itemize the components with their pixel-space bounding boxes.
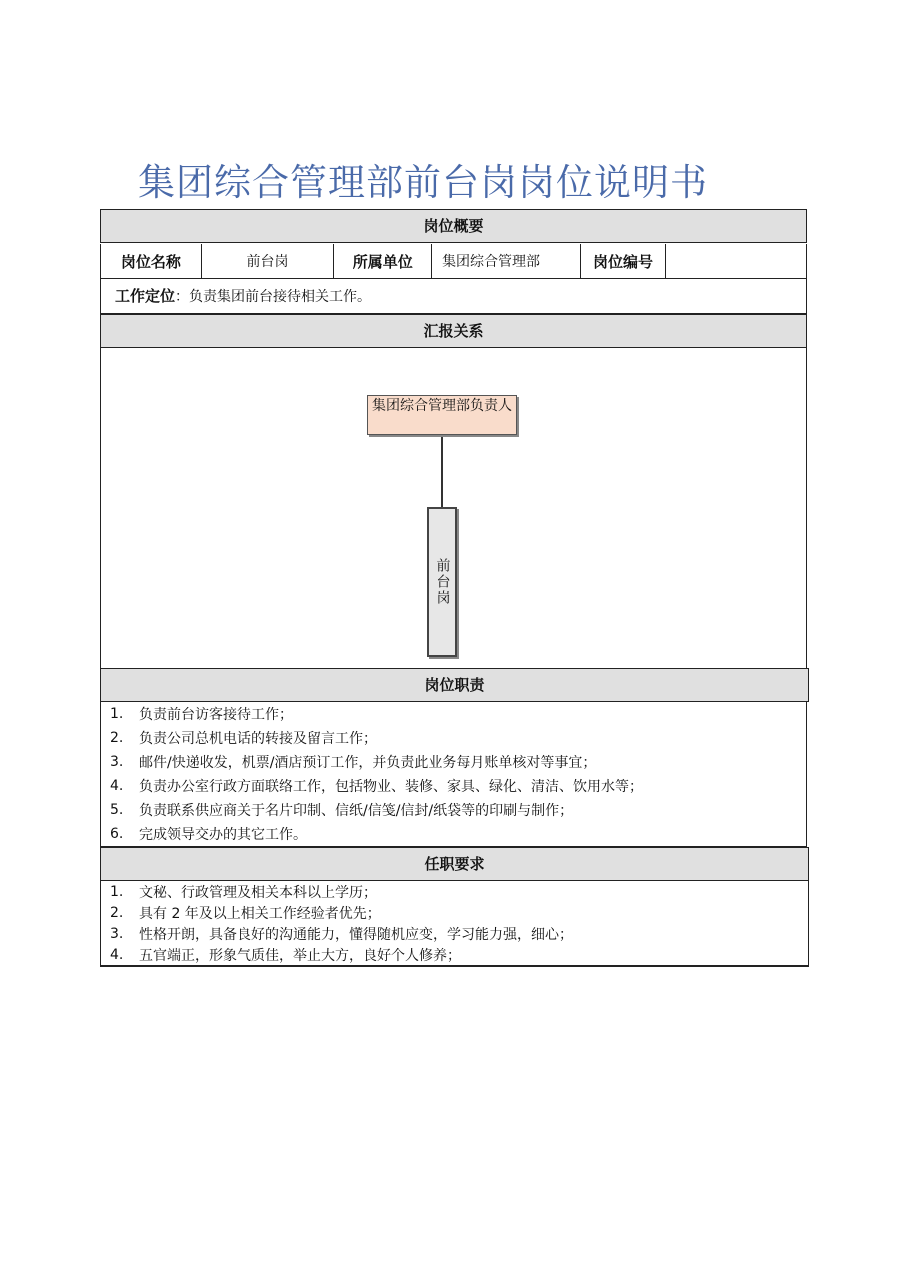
list-item	[101, 774, 806, 798]
list-item	[101, 881, 808, 902]
job-positioning-value: ：负责集团前台接待相关工作。	[175, 289, 372, 305]
position-name-label: 岗位名称	[101, 244, 202, 278]
list-item	[101, 798, 806, 822]
list-item-number: 1.	[110, 883, 124, 900]
list-item	[101, 902, 808, 923]
list-item	[101, 726, 806, 750]
list-item-text: 负责联系供应商关于名片印制、信纸/信笺/信封/纸袋等的印刷与制作；	[139, 803, 574, 819]
unit-value: 集团综合管理部	[432, 244, 581, 278]
position-name-value: 前台岗	[202, 244, 335, 278]
list-item-text: 文秘、行政管理及相关本科以上学历；	[139, 884, 377, 901]
list-item-number: 3.	[110, 925, 124, 942]
list-item-number: 1.	[110, 706, 124, 722]
list-item-number: 2.	[110, 730, 124, 746]
list-item-number: 3.	[110, 754, 124, 770]
job-positioning-label: 工作定位	[115, 287, 176, 305]
position-code-label: 岗位编号	[581, 244, 667, 278]
duties-list	[100, 702, 807, 847]
list-item-text: 具有 2 年及以上相关工作经验者优先；	[139, 905, 381, 922]
duties-header: 岗位职责	[100, 668, 809, 702]
list-item-number: 6.	[110, 826, 124, 842]
overview-header: 岗位概要	[100, 209, 807, 243]
job-positioning-row	[100, 279, 807, 314]
list-item	[101, 944, 808, 965]
requirements-list	[100, 881, 809, 967]
list-item-text: 负责前台访客接待工作；	[139, 707, 293, 723]
org-chart-superior-node: 集团综合管理部负责人	[367, 395, 517, 435]
list-item-text: 五官端正，形象气质佳，举止大方，良好个人修养；	[139, 947, 461, 964]
requirements-header: 任职要求	[100, 847, 809, 881]
list-item-number: 5.	[110, 802, 124, 818]
list-item-number: 4.	[110, 946, 124, 963]
list-item	[101, 702, 806, 726]
org-chart-connector	[441, 437, 443, 507]
position-code-value	[666, 244, 806, 278]
reporting-header: 汇报关系	[100, 314, 807, 348]
list-item	[101, 923, 808, 944]
list-item-text: 邮件/快递收发，机票/酒店预订工作，并负责此业务每月账单核对等事宜；	[139, 755, 597, 771]
list-item-number: 4.	[110, 778, 124, 794]
list-item	[101, 750, 806, 774]
list-item-text: 负责公司总机电话的转接及留言工作；	[139, 731, 377, 747]
org-chart-subordinate-node: 前台岗	[427, 507, 457, 657]
overview-info-row	[100, 244, 807, 279]
list-item-text: 负责办公室行政方面联络工作，包括物业、装修、家具、绿化、清洁、饮用水等；	[139, 779, 643, 795]
list-item-text: 性格开朗，具备良好的沟通能力，懂得随机应变，学习能力强，细心；	[139, 926, 573, 943]
list-item	[101, 822, 806, 846]
unit-label: 所属单位	[334, 244, 432, 278]
org-chart	[100, 348, 807, 668]
document-title: 集团综合管理部前台岗岗位说明书	[138, 161, 708, 204]
list-item-number: 2.	[110, 904, 124, 921]
list-item-text: 完成领导交办的其它工作。	[139, 827, 307, 843]
